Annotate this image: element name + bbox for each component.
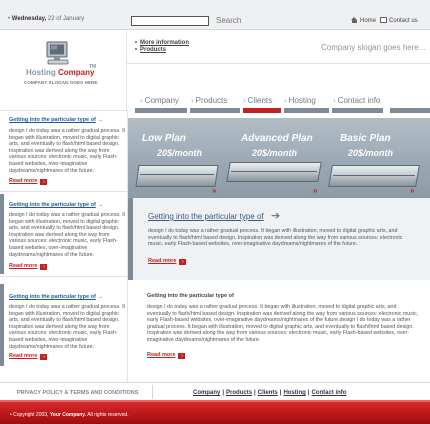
mail-icon xyxy=(380,17,387,23)
server-image-low xyxy=(135,165,218,187)
date-bullet: • xyxy=(8,16,12,22)
bullet-icon xyxy=(135,48,137,50)
link-separator: | xyxy=(254,390,256,396)
nav-underline xyxy=(190,108,240,113)
footer-link-company[interactable]: Company xyxy=(193,390,221,396)
read-more-label: Read more xyxy=(9,178,38,184)
computer-icon xyxy=(43,40,73,66)
arrow-right-icon: › xyxy=(40,179,47,185)
server-detail xyxy=(333,175,415,176)
read-more-label: Read more xyxy=(9,353,38,359)
nav-underline xyxy=(332,108,383,113)
nav-item-products[interactable]: › Products xyxy=(191,96,227,105)
read-more-label: Read more xyxy=(148,258,177,264)
double-chevron-right-icon[interactable]: » xyxy=(410,186,414,195)
left-block-title[interactable] xyxy=(9,117,103,123)
link-separator: | xyxy=(222,390,225,396)
bullet-icon xyxy=(135,41,137,43)
plan-name-basic: Basic Plan xyxy=(340,133,391,144)
copyright-prefix: Copyright 2003, xyxy=(13,412,49,418)
nav-item-contact-info[interactable]: › Contact info xyxy=(333,96,380,105)
read-more-link[interactable] xyxy=(9,353,47,360)
arrow-right-icon: › xyxy=(40,264,47,270)
home-label: Home xyxy=(360,18,377,24)
column-divider xyxy=(127,110,128,382)
arrow-right-icon: → xyxy=(97,117,104,123)
home-link[interactable] xyxy=(351,17,376,24)
left-block-accent xyxy=(0,194,4,274)
privacy-policy-link[interactable]: PRIVACY POLICY & TERMS AND CONDITIONS xyxy=(17,390,139,396)
footer-highlight xyxy=(0,400,430,402)
left-divider xyxy=(0,276,127,277)
plan-price-basic: 20$/month xyxy=(348,148,394,158)
server-detail xyxy=(231,171,317,172)
contact-label: Contact us xyxy=(389,18,418,24)
left-divider xyxy=(0,191,127,192)
top-bar xyxy=(0,0,430,30)
lower-article-text: design I do today was a rather gradual process. It began with illustration, moved to digital graphic arts, and eventually to flash/html based design. Inspiration was derived along the way from various sources: electronic music, early Flash-based websites, over-imaginative daydreams/nightmares of the future.design I do today was a rather gradual process. It began with illustration, moved to digital graphic arts, and eventually to flash/html based design. Inspiration was derived along the way from various sources: electronic music, early Flash-based websites, over-imaginative daydreams/nightmares of the future. xyxy=(147,304,419,343)
footer-link-products[interactable]: Products xyxy=(226,390,253,396)
plan-price-low: 20$/month xyxy=(157,148,203,158)
nav-underline xyxy=(284,108,329,113)
nav-underline-active xyxy=(243,108,281,113)
nav-item-clients[interactable]: › Clients xyxy=(243,96,272,105)
plan-price-advanced: 20$/month xyxy=(252,148,298,158)
brand-name-first: Hosting xyxy=(26,68,58,77)
arrow-right-icon: › xyxy=(178,353,185,359)
nav-underline xyxy=(390,108,430,113)
left-block-title[interactable] xyxy=(9,294,103,300)
left-block-text: design I do today was a rather gradual process. It began with illustration, moved to digital graphic arts, and eventually to flash/html based design. Inspiration was derived along the way from various sources: electronic music, early Flash-based websites, over-imaginative daydreams/nightmares of the future. xyxy=(9,128,126,174)
date-day: Wednesday, xyxy=(11,16,47,22)
footer-link-contact-info[interactable]: Contact info xyxy=(311,390,347,396)
featured-text: design I do today was a rather gradual process. It began with illustration, moved to digital graphic arts, and eventually to flash/html based design. Inspiration was derived along the way from various sources: electronic music, early Flash-based websites, over-imaginative daydreams/nightmares of the future. xyxy=(148,228,403,247)
home-icon xyxy=(351,17,358,23)
brand-slogan: COMPANY SLOGAN GOES HERE xyxy=(24,80,98,85)
more-information-link[interactable] xyxy=(135,40,189,46)
footer-link-hosting[interactable]: Hosting xyxy=(283,390,306,396)
brand-name xyxy=(26,68,94,77)
plan-name-low: Low Plan xyxy=(142,133,186,144)
header-slogan: Company slogan goes here... xyxy=(321,43,426,52)
link-separator: | xyxy=(307,390,310,396)
nav-item-hosting[interactable]: › Hosting xyxy=(284,96,316,105)
date-rest: 22 of January xyxy=(47,16,85,22)
nav-underline xyxy=(135,108,187,113)
double-chevron-right-icon[interactable]: » xyxy=(212,186,216,195)
brand-name-second: Company xyxy=(58,68,95,77)
double-chevron-right-icon[interactable]: » xyxy=(313,186,317,195)
left-block-title-text: Getting into the particular type of xyxy=(9,117,96,123)
current-date xyxy=(8,16,84,22)
plan-name-advanced: Advanced Plan xyxy=(241,133,313,144)
server-detail xyxy=(140,174,214,175)
arrow-right-icon: › xyxy=(40,354,47,360)
arrow-right-icon: › xyxy=(179,259,186,265)
copyright xyxy=(10,412,129,418)
left-block-title-text: Getting into the particular type of xyxy=(9,202,96,208)
copyright-company: Your Company. xyxy=(49,412,87,418)
left-block-text: design I do today was a rather gradual process. It began with illustration, moved to digital graphic arts, and eventually to flash/html based design. Inspiration was derived along the way from various sources: electronic music, early Flash-based websites, over-imaginative daydreams/nightmares of the future. xyxy=(9,304,126,350)
arrow-right-icon: → xyxy=(97,294,104,300)
featured-title[interactable]: Getting into the particular type of xyxy=(148,212,264,221)
link-separator: | xyxy=(279,390,282,396)
bullet: • xyxy=(10,412,14,418)
contact-us-link[interactable] xyxy=(380,17,418,24)
header-divider xyxy=(127,63,430,64)
search-button[interactable]: Search xyxy=(216,16,242,25)
read-more-link[interactable] xyxy=(9,263,47,270)
left-divider xyxy=(0,110,127,111)
bottom-divider xyxy=(152,385,153,399)
lower-article-title: Getting into the particular type of xyxy=(147,293,234,299)
arrow-right-icon: ➔ xyxy=(271,210,281,222)
left-block-title[interactable] xyxy=(9,202,103,208)
read-more-label: Read more xyxy=(9,263,38,269)
left-block-accent xyxy=(0,284,4,366)
arrow-right-icon: → xyxy=(97,202,104,208)
trademark: TM xyxy=(89,64,97,70)
read-more-link[interactable] xyxy=(147,352,185,359)
left-block-title-text: Getting into the particular type of xyxy=(9,294,96,300)
read-more-label: Read more xyxy=(147,352,176,358)
left-block-text: design I do today was a rather gradual process. It began with illustration, moved to digital graphic arts, and eventually to flash/html based design. Inspiration was derived along the way from various sources: electronic music, early Flash-based websites, over-imaginative daydreams/nightmares of the future. xyxy=(9,212,126,258)
footer-link-clients[interactable]: Clients xyxy=(257,390,278,396)
more-information-label: More information xyxy=(140,40,189,46)
products-label: Products xyxy=(140,47,167,53)
footer-nav xyxy=(193,390,346,396)
read-more-link[interactable] xyxy=(9,178,47,185)
nav-item-company[interactable]: › Company xyxy=(140,96,179,105)
server-image-basic xyxy=(328,165,420,187)
search-input[interactable] xyxy=(131,16,209,26)
server-image-advanced xyxy=(226,162,322,182)
copyright-suffix: All rights reserved. xyxy=(87,412,129,418)
products-link[interactable] xyxy=(135,47,166,53)
read-more-link[interactable] xyxy=(148,258,186,265)
